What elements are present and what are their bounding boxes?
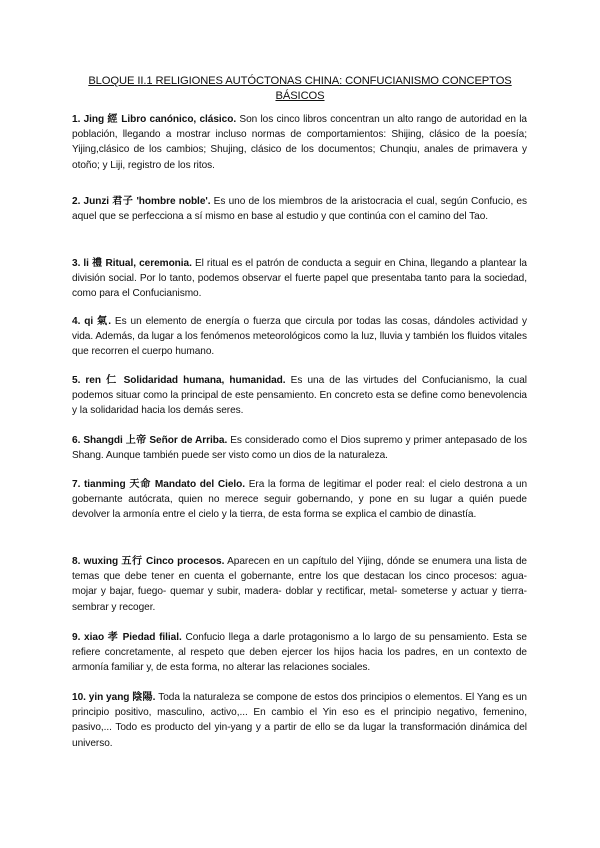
concept-body: Es un elemento de energía o fuerza que circula por todas las cosas, dándoles actividad y vida. Además, da lugar a los fenómenos meteorológicos como la luz, lluvia y también los fluidos vitales que recorren el cuerpo humano.: [72, 316, 527, 358]
concept-body: El ritual es el patrón de conducta a seguir en China, llegando a plantear la división social. Por lo tanto, podemos observar el fuerte papel que presentaba tanto para la sociedad, como para el Confucianismo.: [72, 258, 527, 300]
concept-entry-xiao: [72, 630, 527, 676]
concept-entry-ren: [72, 373, 527, 419]
concept-heading: 5. ren 仁 Solidaridad humana, humanidad.: [72, 375, 286, 386]
concept-heading: 8. wuxing 五行 Cinco procesos.: [72, 556, 225, 567]
concept-body: Es una de las virtudes del Confucianismo, la cual podemos situar como la principal de este pensamiento. En concreto esta se define como benevolencia y la solidaridad hacia los demás seres.: [72, 375, 527, 417]
concept-entry-qi: [72, 314, 527, 360]
concept-heading: 1. Jing 經 Libro canónico, clásico.: [72, 114, 237, 125]
concept-body: Aparecen en un capítulo del Yijing, dónde se enumera una lista de temas que debe tener en cuenta el gobernante, entre los que destacan los cinco procesos: agua- mojar y bajar, fuego- quemar y subir, madera- doblar y rectificar, metal- someterse y actuar y tierra- sembrar y recoger.: [72, 556, 527, 613]
concept-entry-tianming: [72, 477, 527, 523]
concept-heading: 3. li 禮 Ritual, ceremonia.: [72, 258, 192, 269]
concept-body: Toda la naturaleza se compone de estos dos principios o elementos. El Yang es un principio positivo, masculino, activo,... En cambio el Yin eso es el principio negativo, femenino, pasivo,... Todo es producto del yin-yang y a partir de ello se da lugar la transformación dinámica del universo.: [72, 692, 527, 749]
concept-heading: 7. tianming 天命 Mandato del Cielo.: [72, 479, 246, 490]
concept-body: Es considerado como el Dios supremo y primer antepasado de los Shang. Aunque también puede ser visto como un dios de la naturaleza.: [72, 435, 527, 462]
concept-entry-wuxing: [72, 554, 527, 615]
concept-heading: 4. qi 氣.: [72, 316, 111, 327]
concept-entry-li: [72, 256, 527, 302]
concept-body: Son los cinco libros concentran un alto rango de autoridad en la población, llegando a mostrar incluso normas de comportamientos: Shijing, clásico de la poesía; Yijing,clásico de los cambios; Shujing, clásico de los documentos; Chunqiu, anales de primavera y otoño; y Liji, registro de los ritos.: [72, 114, 527, 171]
concept-body: Confucio llega a darle protagonismo a lo largo de su pensamiento. Esta se refiere concretamente, al respeto que deben ejercer los hijos hacia los padres, en un contexto de armonía familiar y, de esta forma, no alterar las relaciones sociales.: [72, 632, 527, 674]
concept-heading: 9. xiao 孝 Piedad filial.: [72, 632, 182, 643]
concept-body: Era la forma de legitimar el poder real: el cielo destrona a un gobernante autócrata, quien no merece seguir gobernando, y pone en su lugar a quién puede devolver la armonía entre el cielo y la tierra, de esta forma se explica el cambio de dinastía.: [72, 479, 528, 521]
concept-heading: 6. Shangdi 上帝 Señor de Arriba.: [72, 435, 228, 446]
concept-entry-yin-yang: [72, 690, 527, 751]
concept-entry-jing: [72, 112, 527, 173]
document-title: BLOQUE II.1 RELIGIONES AUTÓCTONAS CHINA: CONFUCIANISMO CONCEPTOS BÁSICOS: [88, 75, 512, 102]
concept-entry-shangdi: [72, 433, 527, 463]
concept-entry-junzi: [72, 194, 527, 224]
concept-body: Es uno de los miembros de la aristocracia el cual, según Confucio, es aquel que se perfecciona a sí mismo en base al estudio y que continúa con el camino del Tao.: [72, 196, 527, 223]
concept-heading: 2. Junzi 君子 'hombre noble'.: [72, 196, 211, 207]
concept-heading: 10. yin yang 陰陽.: [72, 692, 156, 703]
